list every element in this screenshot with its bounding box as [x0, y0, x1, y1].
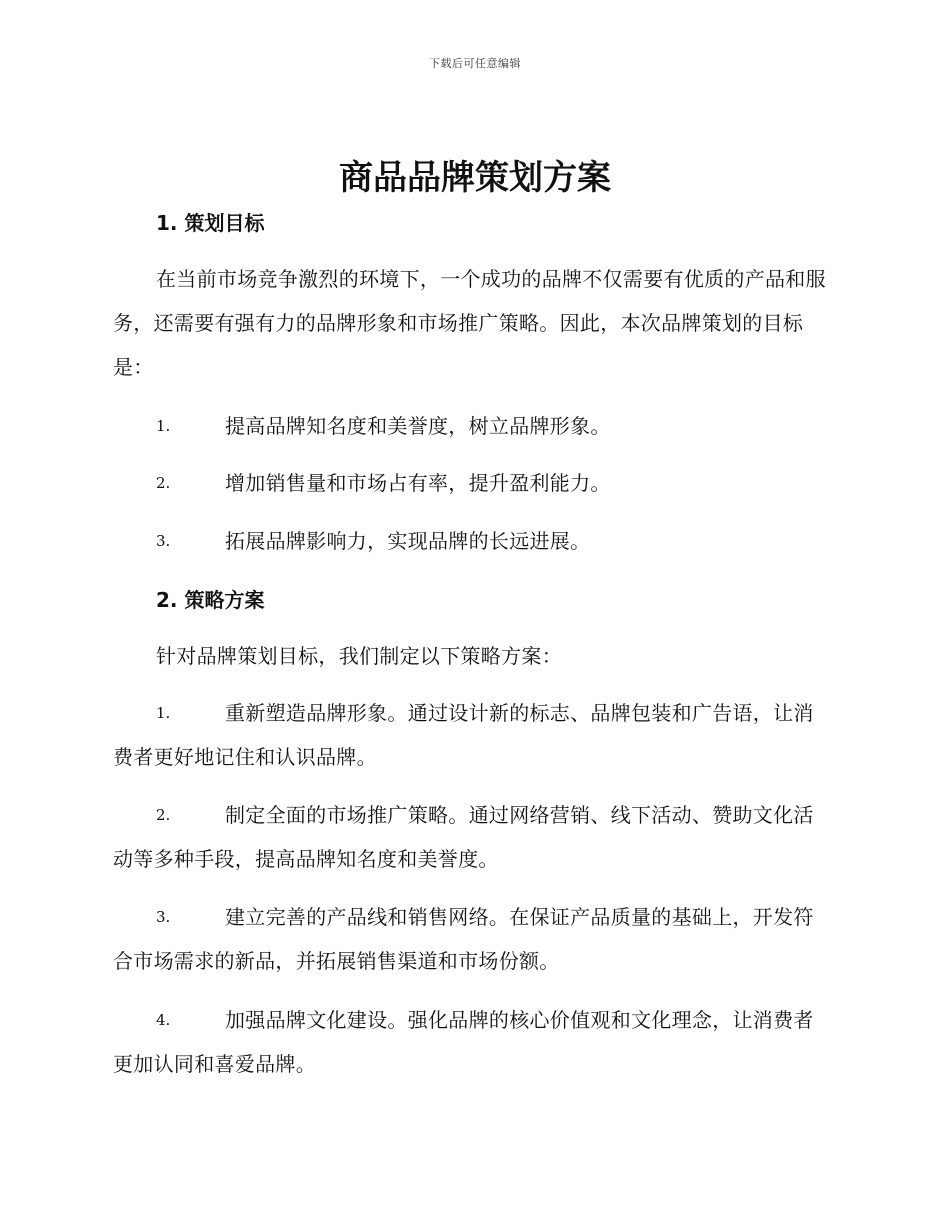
list-item-number: 3.	[156, 908, 171, 926]
section-heading-strategy: 2. 策略方案	[156, 588, 265, 612]
list-item	[113, 461, 833, 505]
list-item	[113, 895, 833, 983]
list-item	[113, 998, 833, 1086]
section-goals-intro: 在当前市场竞争激烈的环境下，一个成功的品牌不仅需要有优质的产品和服务，还需要有强有力的品牌形象和市场推广策略。因此，本次品牌策划的目标是：	[113, 267, 826, 379]
list-item	[113, 404, 833, 448]
list-item-text: 提高品牌知名度和美誉度，树立品牌形象。	[225, 414, 611, 438]
list-item-number: 2.	[156, 806, 171, 824]
list-item-number: 1.	[156, 417, 171, 435]
list-item-text: 增加销售量和市场占有率，提升盈利能力。	[225, 471, 611, 495]
list-item-text: 拓展品牌影响力，实现品牌的长远进展。	[225, 529, 591, 553]
list-item-number: 1.	[156, 704, 171, 722]
list-item-number: 3.	[156, 532, 171, 550]
header-note: 下载后可任意编辑	[429, 57, 521, 70]
list-item-text: 重新塑造品牌形象。通过设计新的标志、品牌包装和广告语，让消费者更好地记住和认识品牌。	[113, 701, 814, 769]
list-item-number: 2.	[156, 474, 171, 492]
list-item	[113, 519, 833, 563]
section-heading-goals: 1. 策划目标	[156, 211, 265, 235]
list-item-text: 建立完善的产品线和销售网络。在保证产品质量的基础上，开发符合市场需求的新品，并拓展销售渠道和市场份额。	[113, 905, 814, 973]
section-strategy-intro: 针对品牌策划目标，我们制定以下策略方案：	[156, 644, 562, 668]
list-item-text: 加强品牌文化建设。强化品牌的核心价值观和文化理念，让消费者更加认同和喜爱品牌。	[113, 1008, 814, 1076]
list-item	[113, 793, 833, 881]
list-item	[113, 691, 833, 779]
list-item-number: 4.	[156, 1011, 171, 1029]
document-title: 商品品牌策划方案	[339, 158, 611, 198]
list-item-text: 制定全面的市场推广策略。通过网络营销、线下活动、赞助文化活动等多种手段，提高品牌知名度和美誉度。	[113, 803, 814, 871]
